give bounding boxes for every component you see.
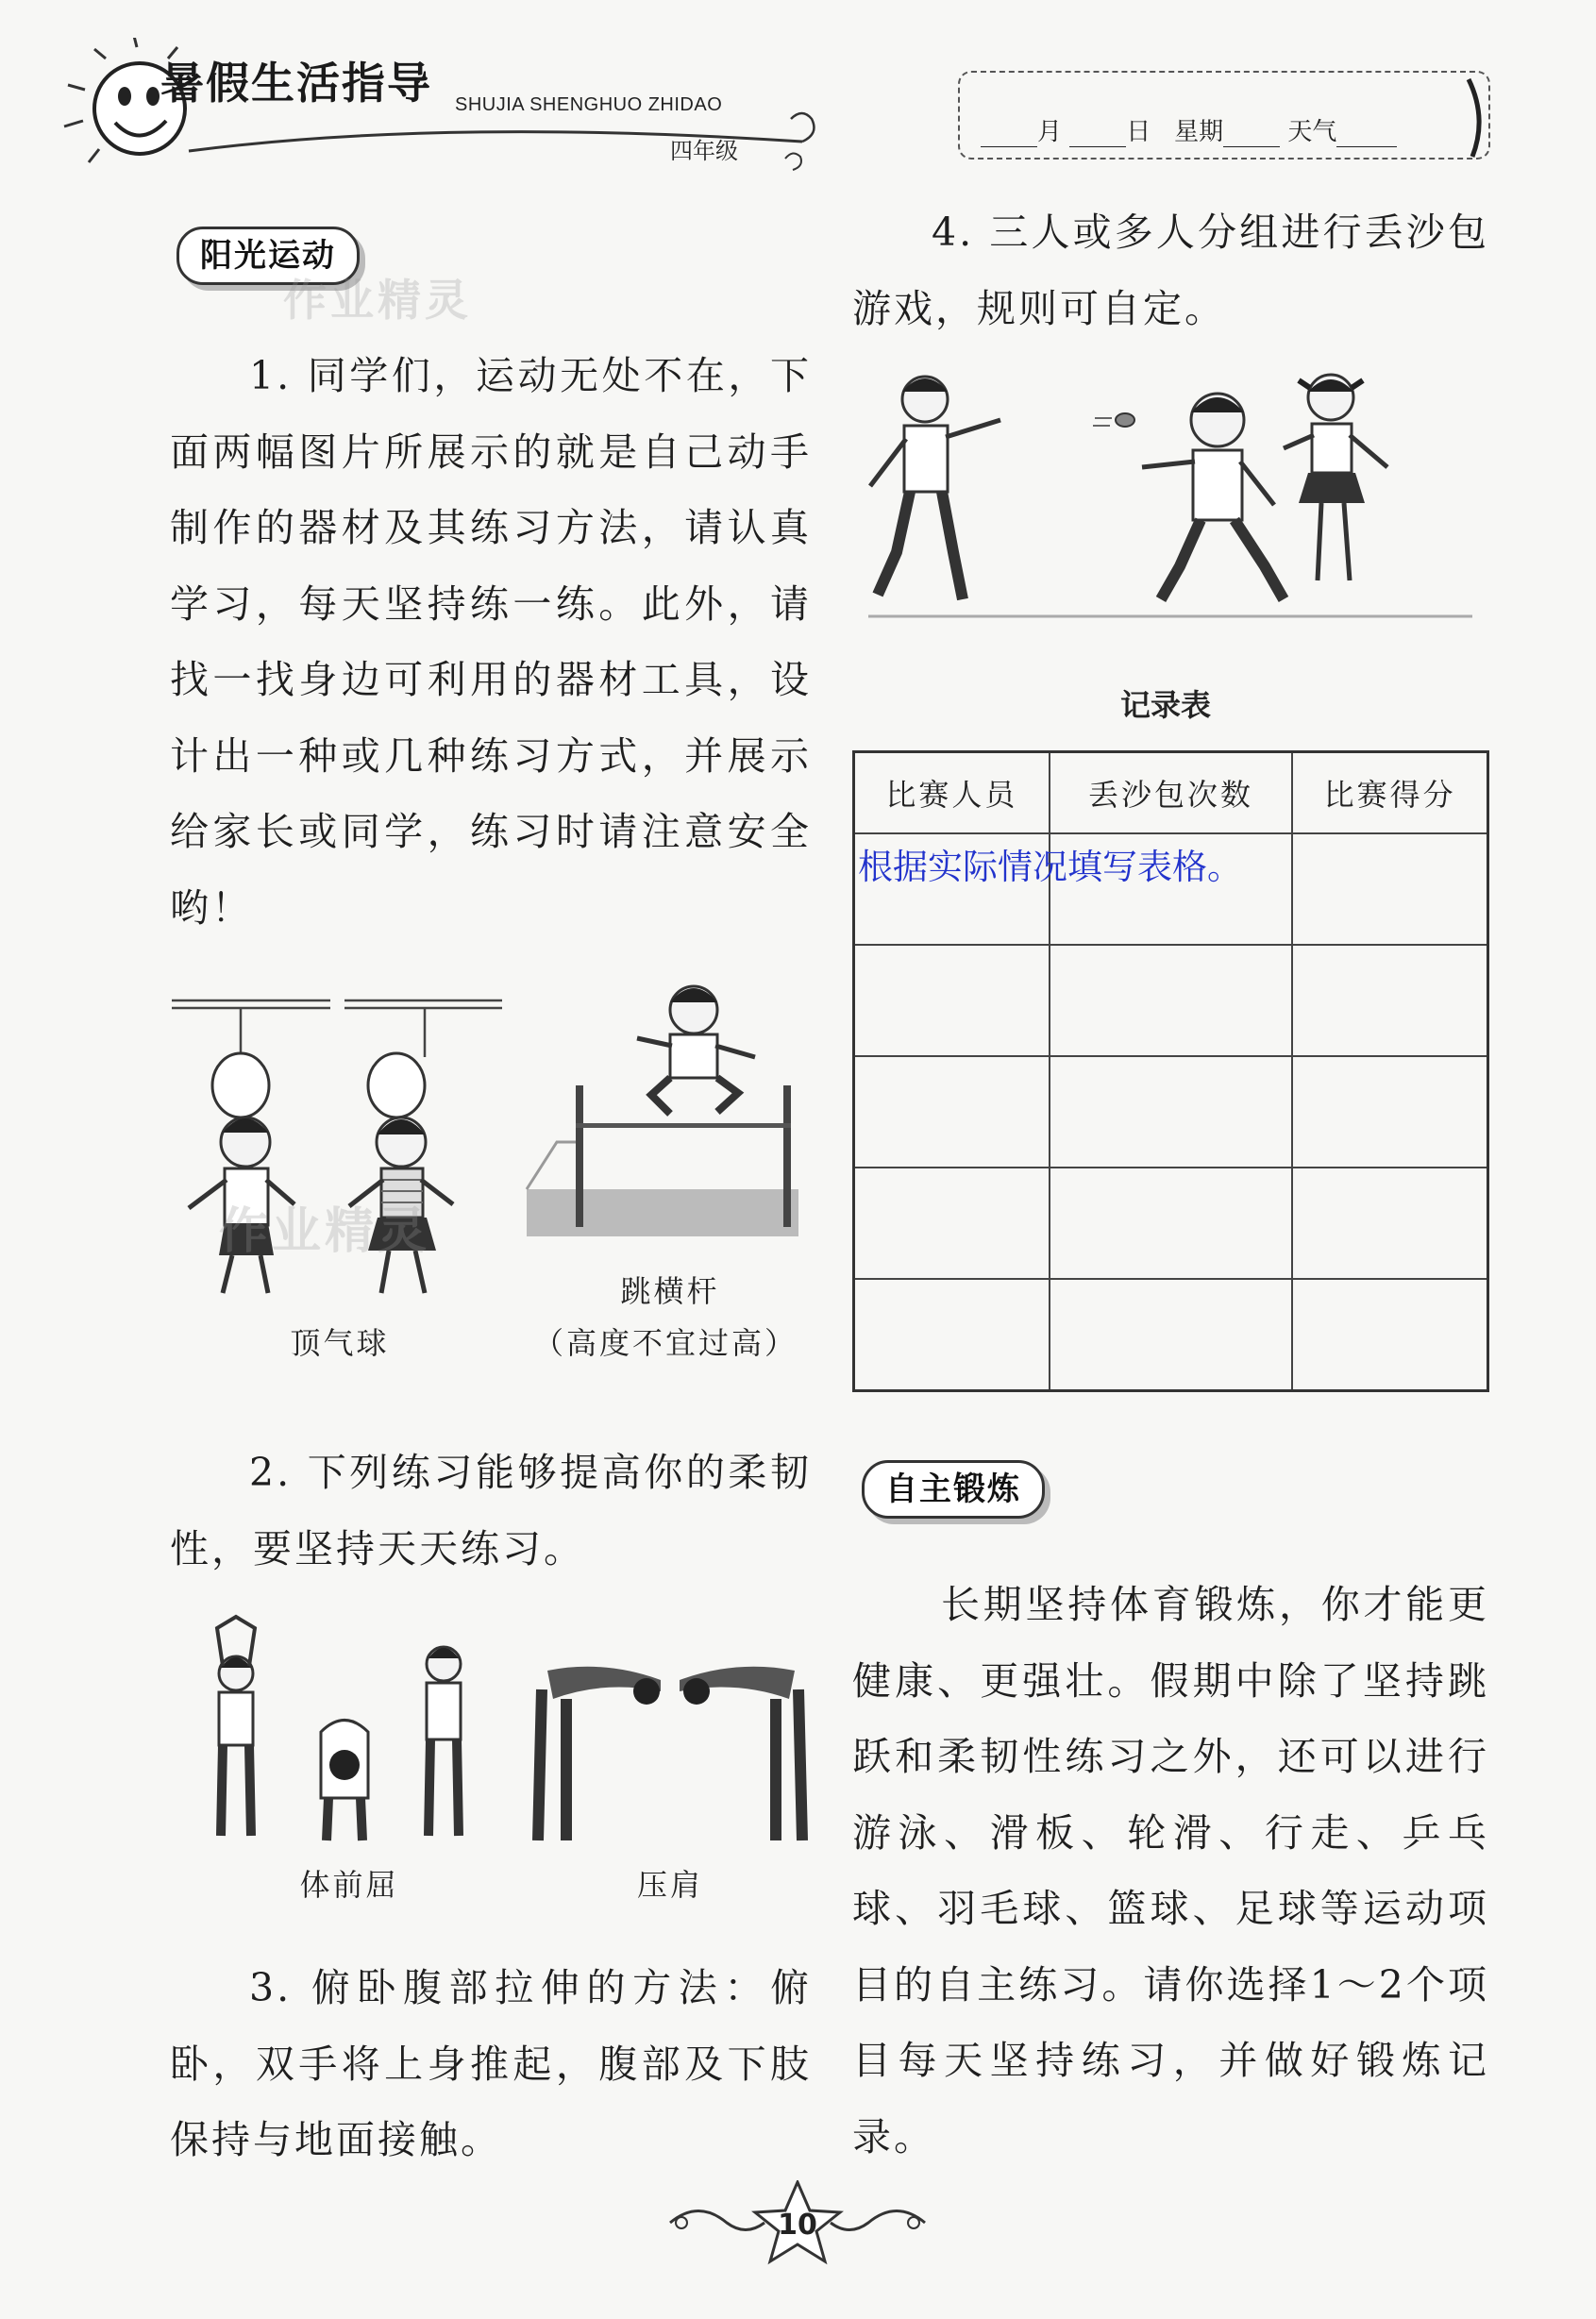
- brand-title: 暑假生活指导: [160, 58, 432, 109]
- balloon-heading-illustration: [170, 982, 510, 1312]
- weather-label: 天气: [1287, 118, 1337, 146]
- watermark-text: 作业精灵: [283, 275, 472, 326]
- table-row: [854, 1056, 1488, 1168]
- badge-sunshine-sport: 阳光运动: [176, 227, 360, 285]
- weather-blank[interactable]: [1336, 122, 1397, 147]
- table-cell[interactable]: [854, 1056, 1050, 1168]
- table-cell[interactable]: [1050, 1279, 1292, 1391]
- weekday-blank[interactable]: [1223, 122, 1280, 147]
- grade-label: 四年级: [670, 138, 738, 164]
- caption-jump-note: （高度不宜过高）: [532, 1325, 798, 1361]
- table-cell[interactable]: [1292, 833, 1487, 945]
- table-cell[interactable]: [1050, 1168, 1292, 1279]
- item2-text: 2. 下列练习能够提高你的柔韧性，要坚持天天练习。: [170, 1450, 812, 1571]
- caption-shoulder-press: 压肩: [636, 1867, 703, 1903]
- table-row: [854, 945, 1488, 1056]
- month-label: 月: [1037, 118, 1063, 146]
- table-row: [854, 1168, 1488, 1279]
- date-box: [958, 71, 1490, 160]
- item4-text: 4. 三人或多人分组进行丢沙包游戏，规则可自定。: [852, 210, 1489, 331]
- caption-forward-bend: 体前屈: [299, 1867, 399, 1903]
- table-cell[interactable]: [1050, 945, 1292, 1056]
- table-cell[interactable]: [854, 1168, 1050, 1279]
- day-label: 日: [1126, 118, 1151, 146]
- record-table-title: 记录表: [1119, 687, 1211, 723]
- month-blank[interactable]: [981, 122, 1037, 147]
- caption-balloon: 顶气球: [290, 1325, 390, 1361]
- caption-jump-bar: 跳横杆: [620, 1273, 720, 1309]
- shoulder-press-illustration: [529, 1652, 812, 1850]
- day-blank[interactable]: [1069, 122, 1126, 147]
- table-cell[interactable]: [854, 945, 1050, 1056]
- table-cell[interactable]: [1292, 1279, 1487, 1391]
- table-row: [854, 1279, 1488, 1391]
- table-cell[interactable]: [854, 1279, 1050, 1391]
- weekday-label: 星期: [1174, 118, 1224, 146]
- header-participants: 比赛人员: [854, 752, 1050, 834]
- page-number: 10: [778, 2209, 817, 2242]
- figure-watermark: 作业精灵: [219, 1203, 431, 1260]
- table-cell[interactable]: [1292, 945, 1487, 1056]
- self-exercise-text: 长期坚持体育锻炼，你才能更健康、更强壮。假期中除了坚持跳跃和柔韧性练习之外，还可以进行游泳、滑板、轮滑、行走、乒乓球、羽毛球、篮球、足球等运动项目的自主练习。请你选择1～2个项目每天坚持练习，并做好锻炼记录。: [852, 1582, 1489, 2159]
- badge-self-exercise: 自主锻炼: [862, 1460, 1045, 1519]
- item3-text: 3. 俯卧腹部拉伸的方法：俯卧，双手将上身推起，腹部及下肢保持与地面接触。: [170, 1965, 812, 2162]
- sandbag-game-illustration: [859, 363, 1482, 623]
- table-cell[interactable]: [1050, 1056, 1292, 1168]
- table-cell[interactable]: [1292, 1056, 1487, 1168]
- header-score: 比赛得分: [1292, 752, 1487, 834]
- jump-bar-illustration: [519, 972, 821, 1255]
- answer-fill-note: 根据实际情况填写表格。: [858, 847, 1242, 887]
- table-header-row: [854, 752, 1488, 834]
- forward-bend-illustration: [189, 1609, 510, 1855]
- page-curl-icon: [1463, 76, 1491, 160]
- table-cell[interactable]: [1292, 1168, 1487, 1279]
- brand-pinyin: SHUJIA SHENGHUO ZHIDAO: [455, 94, 723, 115]
- header-throw-count: 丢沙包次数: [1050, 752, 1292, 834]
- item1-text: 1. 同学们，运动无处不在，下面两幅图片所展示的就是自己动手制作的器材及其练习方法，请认真学习，每天坚持练一练。此外，请找一找身边可利用的器材工具，设计出一种或几种练习方式，并展示给家长或同学，练习时请注意安全哟！: [170, 353, 812, 931]
